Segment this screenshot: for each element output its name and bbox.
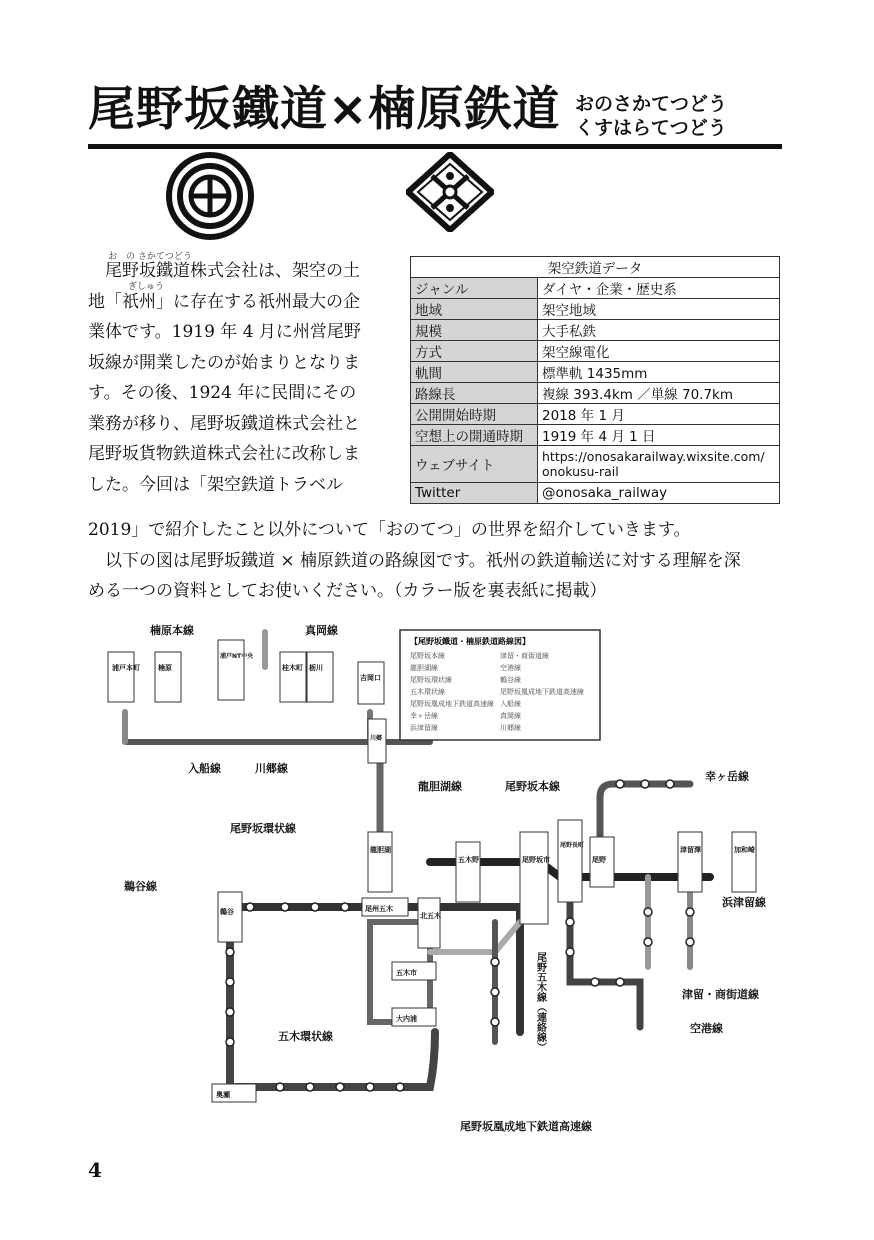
station-okuse: 奥瀬 <box>216 1091 230 1099</box>
callout-loop: 尾野坂環状線 <box>230 822 296 835</box>
station-tsurusawa: 津留澤 <box>680 846 701 854</box>
website-url-cont: onokusu-rail <box>542 464 619 479</box>
onosaka-logo-icon <box>166 152 254 240</box>
station-ryutan: 龍胆湖 <box>370 846 391 854</box>
line-loop-west <box>230 907 435 1087</box>
table-row: ジャンル ダイヤ・企業・歴史系 <box>411 278 780 299</box>
table-row: ウェブサイト https://onosakarailway.wixsite.com/ onokusu-rail <box>411 446 780 483</box>
callout-itsuki-loop: 五木環状線 <box>278 1030 333 1043</box>
svg-text:尾野坂環状線: 尾野坂環状線 <box>410 676 452 684</box>
station-yoshioka: 吉岡口 <box>360 674 381 682</box>
line-itsuki-link <box>430 922 520 952</box>
callout-kogatake: 幸ヶ岳線 <box>705 770 749 783</box>
intro-line: 業体です。1919 年 4 月に州営尾野 <box>88 322 361 342</box>
callout-tsuru-shogaido: 津留・商街道線 <box>682 988 759 1001</box>
svg-text:入船線: 入船線 <box>500 700 521 708</box>
svg-text:五木環状線: 五木環状線 <box>410 688 445 696</box>
station-urato-nt: 浦戸NT中央 <box>220 653 254 660</box>
table-row: 軌間 標準軌 1435mm <box>411 362 780 383</box>
table-row: 公開開始時期 2018 年 1 月 <box>411 404 780 425</box>
table-caption: 架空鉄道データ <box>411 257 780 278</box>
svg-text:尾野坂凰成地下鉄道高速線: 尾野坂凰成地下鉄道高速線 <box>500 688 584 696</box>
table-row: Twitter @onosaka_railway <box>411 483 780 504</box>
table-row: 地域 架空地域 <box>411 299 780 320</box>
intro-line: す。その後、1924 年に民間にその <box>88 383 357 403</box>
callout-ryutanko-line: 龍胆湖線 <box>418 780 462 793</box>
callout-kawago-line: 川郷線 <box>255 762 288 775</box>
title-reading-kusuhara: くすはらてつどう <box>575 117 727 139</box>
svg-text:津留・商街道線: 津留・商街道線 <box>500 652 549 660</box>
table-row: 空想上の開通時期 1919 年 4 月 1 日 <box>411 425 780 446</box>
station-ouchiura: 大内浦 <box>396 1015 417 1023</box>
page-number: 4 <box>88 1158 102 1182</box>
table-row: 路線長 複線 393.4km ／単線 70.7km <box>411 383 780 404</box>
map-legend <box>400 630 600 740</box>
ruby-gishu: ぎしゅう <box>128 282 165 292</box>
intro-line: 尾野坂鐵道株式会社は、架空の土 <box>88 261 360 281</box>
railway-data-table <box>410 256 780 504</box>
station-katsuragi: 桂木町 <box>282 664 303 672</box>
intro-line: 坂線が開業したのが始まりとなりま <box>88 352 360 373</box>
svg-text:空港線: 空港線 <box>500 664 521 672</box>
station-onosakashi: 尾野坂市 <box>522 856 550 864</box>
callout-tsurugaya: 鵜谷線 <box>124 880 157 893</box>
legend-title: 【尾野坂鐵道・楠原鉄道路線図】 <box>410 637 530 646</box>
svg-text:川郷線: 川郷線 <box>500 724 521 732</box>
intro-line: 地「祇州」に存在する祇州最大の企 <box>88 291 360 312</box>
station-kusuhara: 楠原 <box>158 664 172 672</box>
svg-text:尾野坂本線: 尾野坂本線 <box>410 652 445 660</box>
station-itsukiichi: 五木市 <box>396 969 417 977</box>
intro-line: 業務が移り、尾野坂鐵道株式会社と <box>88 413 360 434</box>
callout-kusuhara-main: 楠原本線 <box>150 624 194 637</box>
station-ono: 尾野 <box>592 856 606 864</box>
svg-text:真岡線: 真岡線 <box>500 712 521 720</box>
station-urato: 浦戸本町 <box>112 664 140 672</box>
intro-line: した。今回は「架空鉄道トラベル <box>88 474 343 495</box>
body-line: める一つの資料としてお使いください。（カラー版を裏表紙に掲載） <box>88 581 607 601</box>
callout-hamatsuru: 浜津留線 <box>722 896 766 909</box>
station-tsurugaya: 鵜谷 <box>220 908 234 916</box>
intro-line: 尾野坂貨物鉄道株式会社に改称しま <box>88 444 360 464</box>
table-row: 方式 架空線電化 <box>411 341 780 362</box>
station-kawasaki: 加和崎 <box>734 846 755 854</box>
station-itsukino: 五木野 <box>458 856 479 864</box>
station-tochigawa: 栃川 <box>309 664 323 672</box>
callout-subway: 尾野坂凰成地下鉄道高速線 <box>460 1120 592 1133</box>
callout-onosaka-main: 尾野坂本線 <box>505 780 560 793</box>
title-reading-onosaka: おのさかてつどう <box>575 93 728 115</box>
svg-text:龍胆湖線: 龍胆湖線 <box>410 664 438 672</box>
intro-paragraph <box>88 256 361 500</box>
callout-irifune: 入船線 <box>188 762 221 775</box>
page-title: 尾野坂鐵道×楠原鉄道 <box>88 82 561 137</box>
website-url: https://onosakarailway.wixsite.com/ <box>542 449 765 464</box>
line-onosaka-loop <box>230 907 520 1032</box>
title-reading <box>575 92 727 140</box>
callout-itsuki-link: 尾野五木線（連絡線） <box>534 952 546 1052</box>
body-paragraph <box>88 515 741 607</box>
svg-text:尾野坂凰成地下鉄道高速線: 尾野坂凰成地下鉄道高速線 <box>410 700 494 708</box>
station-kitaitsuki: 北五木 <box>420 912 441 920</box>
route-map <box>100 622 790 1142</box>
body-line: 2019」で紹介したこと以外について「おのてつ」の世界を紹介していきます。 <box>88 520 691 540</box>
svg-text:幸ヶ岳線: 幸ヶ岳線 <box>410 712 438 720</box>
table-row: 規模 大手私鉄 <box>411 320 780 341</box>
svg-text:浜津留線: 浜津留線 <box>410 724 438 732</box>
ruby-onosaka: お の さかてつどう <box>108 252 192 262</box>
callout-airport: 空港線 <box>690 1022 723 1035</box>
kusuhara-logo-icon <box>406 152 494 232</box>
title-rule <box>88 144 782 149</box>
station-kawago: 川郷 <box>370 735 383 742</box>
callout-maoka: 真岡線 <box>305 624 338 637</box>
svg-text:鶴谷線: 鶴谷線 <box>500 676 521 684</box>
station-bishu-goki: 尾州五木 <box>365 905 393 913</box>
body-line: 以下の図は尾野坂鐵道 × 楠原鉄道の路線図です。祇州の鉄道輸送に対する理解を深 <box>88 550 741 571</box>
station-onosaka-nagamachi: 尾野長町 <box>560 842 585 849</box>
